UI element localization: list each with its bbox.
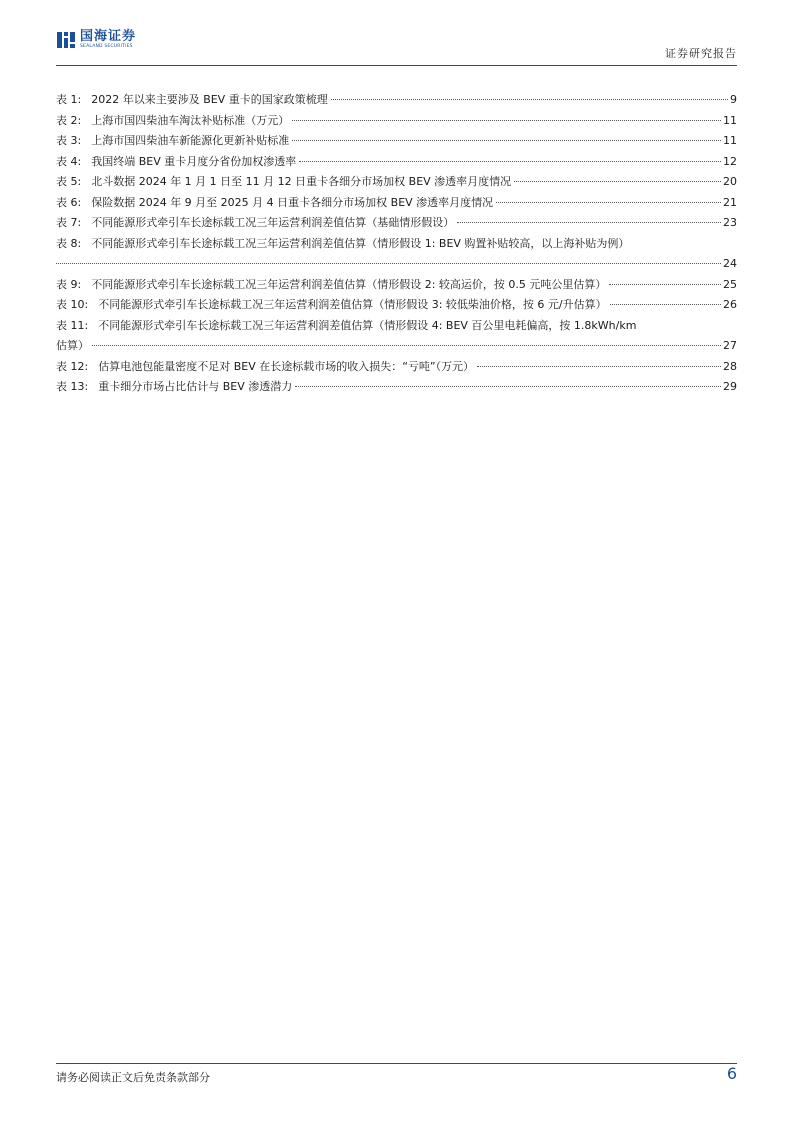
toc-entry-label: 表 8: [56, 236, 82, 250]
toc-entry-continuation[interactable] [56, 336, 737, 357]
toc-leader-dots [457, 222, 721, 223]
toc-entry[interactable] [56, 213, 737, 234]
toc-entry-page: 28 [723, 359, 737, 373]
toc-entry-title: 重卡细分市场占比估计与 BEV 渗透潜力 [98, 380, 293, 393]
toc-entry[interactable] [56, 90, 737, 111]
toc-entry-title: 估算电池包能量密度不足对 BEV 在长途标载市场的收入损失：“亏吨”（万元） [98, 359, 475, 373]
logo-chinese-name: 国海证券 [80, 29, 137, 44]
toc-leader-dots [477, 366, 721, 367]
toc-entry-label: 表 2: [56, 113, 82, 127]
toc-entry-label: 表 1: [56, 93, 82, 106]
toc-entry[interactable] [56, 295, 737, 316]
toc-entry-label: 表 5: [56, 175, 82, 188]
toc-entry-title: 不同能源形式牵引车长途标载工况三年运营利润差值估算（情形假设 1: BEV 购置补贴较高，以上海补贴为例） [91, 236, 630, 250]
toc-entry-page: 12 [723, 154, 737, 168]
toc-entry-label: 表 7: [56, 216, 82, 229]
toc-entry[interactable] [56, 234, 737, 255]
toc-entry-page: 29 [723, 380, 737, 393]
toc-entry-page: 11 [723, 113, 737, 127]
toc-entry[interactable] [56, 172, 737, 193]
toc-entry[interactable] [56, 316, 737, 337]
toc-leader-dots [514, 181, 721, 182]
logo-english-name: SEALAND SECURITIES [80, 44, 133, 49]
toc-leader-dots [609, 284, 721, 285]
toc-entry-label: 表 13: [56, 380, 89, 393]
toc-entry-page: 11 [723, 134, 737, 147]
toc-entry-label: 表 9: [56, 277, 82, 291]
toc-entry-page: 25 [723, 277, 737, 291]
sealand-logo-icon [56, 30, 76, 50]
toc-entry[interactable] [56, 357, 737, 378]
toc-entry-title: 上海市国四柴油车新能源化更新补贴标准 [91, 134, 290, 147]
toc-entry-page: 24 [723, 257, 737, 270]
toc-entry-label: 表 12: [56, 359, 89, 373]
toc-entry-page: 26 [723, 298, 737, 311]
toc-leader-dots [299, 161, 721, 162]
toc-entry-label: 表 10: [56, 298, 89, 311]
disclaimer-note: 请务必阅读正文后免责条款部分 [56, 1071, 210, 1084]
toc-leader-dots [292, 140, 721, 141]
toc-entry-title: 不同能源形式牵引车长途标载工况三年运营利润差值估算（情形假设 3: 较低柴油价格，按 6 元/升估算） [98, 298, 607, 311]
toc-entry-page: 27 [723, 339, 737, 352]
toc-leader-dots [292, 120, 721, 121]
toc-entry-title: 不同能源形式牵引车长途标载工况三年运营利润差值估算（基础情形假设） [91, 216, 455, 229]
toc-entry-label: 表 6: [56, 195, 82, 209]
toc-entry-title: 上海市国四柴油车淘汰补贴标准（万元） [91, 113, 290, 127]
toc-entry-title: 不同能源形式牵引车长途标载工况三年运营利润差值估算（情形假设 2: 较高运价，按 0.5 元吨公里估算） [91, 277, 607, 291]
toc-entry-page: 23 [723, 216, 737, 229]
toc-entry-continuation[interactable] [56, 254, 737, 275]
table-of-tables [56, 90, 737, 398]
toc-leader-dots [92, 345, 721, 346]
toc-entry-page: 21 [723, 195, 737, 209]
toc-entry-label: 表 4: [56, 154, 82, 168]
header-divider [56, 65, 737, 66]
toc-entry-label: 表 11: [56, 318, 89, 332]
page-number: 6 [726, 1064, 737, 1083]
toc-entry[interactable] [56, 111, 737, 132]
toc-entry[interactable] [56, 275, 737, 296]
toc-leader-dots [295, 386, 721, 387]
toc-leader-dots [331, 99, 728, 100]
toc-entry-title: 2022 年以来主要涉及 BEV 重卡的国家政策梳理 [91, 93, 328, 106]
toc-entry-title: 北斗数据 2024 年 1 月 1 日至 11 月 12 日重卡各细分市场加权 BEV 渗透率月度情况 [91, 175, 512, 188]
toc-entry[interactable] [56, 377, 737, 398]
page-header [56, 30, 737, 64]
toc-entry-title: 保险数据 2024 年 9 月至 2025 月 4 日重卡各细分市场加权 BEV 渗透率月度情况 [91, 195, 494, 209]
toc-leader-dots [56, 263, 721, 264]
toc-entry-page: 20 [723, 175, 737, 188]
toc-entry-label: 表 3: [56, 134, 82, 147]
toc-entry-title: 不同能源形式牵引车长途标载工况三年运营利润差值估算（情形假设 4: BEV 百公里电耗偏高，按 1.8kWh/km [98, 318, 637, 332]
toc-leader-dots [496, 202, 721, 203]
company-logo [56, 30, 136, 50]
report-type-label: 证券研究报告 [665, 47, 737, 60]
toc-entry-page: 9 [730, 93, 737, 106]
toc-entry[interactable] [56, 152, 737, 173]
toc-entry-title: 我国终端 BEV 重卡月度分省份加权渗透率 [91, 154, 297, 168]
footer-divider [56, 1063, 737, 1064]
toc-entry[interactable] [56, 131, 737, 152]
toc-entry-title-continued: 估算） [56, 339, 89, 352]
toc-entry[interactable] [56, 193, 737, 214]
toc-leader-dots [610, 304, 721, 305]
